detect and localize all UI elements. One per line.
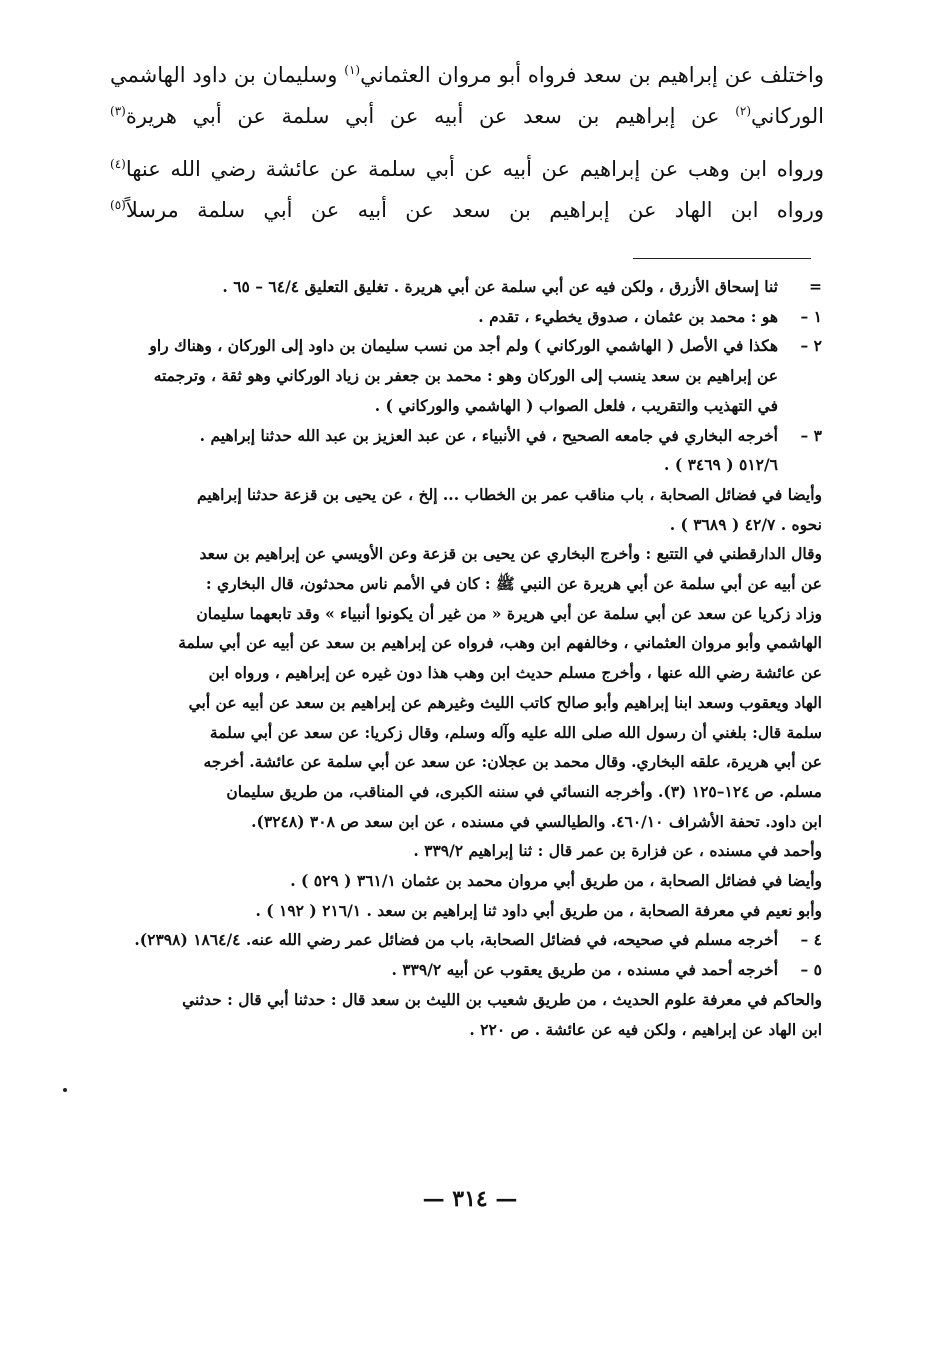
footnote-1 [118, 302, 822, 332]
footnote-continued [118, 272, 822, 302]
footnote-5-continuation [118, 985, 822, 1044]
stray-mark [63, 1088, 67, 1092]
footnote-number: ٣ – [800, 425, 822, 445]
footnote-line: ثنا إسحاق الأزرق ، ولكن فيه عن أبي سلمة عن أبي هريرة . تغليق التعليق ٦٤/٤ – ٦٥ . [222, 277, 778, 296]
text-run: وسليمان بن داود الهاشمي الوركاني [110, 63, 824, 128]
footnote-line: الهاد ويعقوب وسعد ابنا إبراهيم وأبو صالح كاتب الليث وغيرهم عن إبراهيم بن سعد عن أبيه عن أبي [188, 692, 822, 712]
footnote-ref-2[interactable]: (٢) [735, 104, 752, 118]
footnote-line: أخرجه البخاري في جامعه الصحيح ، في الأنبياء ، عن عبد العزيز بن عبد الله حدثنا إبراهيم . [199, 425, 778, 445]
footnotes [118, 272, 822, 1044]
footnote-line: نحوه . ٤٢/٧ ( ٣٦٨٩ ) . [669, 514, 822, 534]
footnote-line: عن عائشة رضي الله عنها ، وأخرج مسلم حديث ابن وهب هذا دون غيره عن إبراهيم ، ورواه ابن [208, 663, 822, 683]
footnote-ref-3[interactable]: (٣) [110, 104, 126, 118]
text-run: ورواه ابن وهب عن إبراهيم عن أبيه عن أبي سلمة عن عائشة رضي الله عنها [125, 157, 824, 181]
footnote-line: عن إبراهيم بن سعد ينسب إلى الوركان وهو : محمد بن جعفر بن زياد الوركاني وهو ثقة ، وترجمته [153, 366, 778, 386]
footnote-line: الهاشمي وأبو مروان العثماني ، وخالفهم ابن وهب، فرواه عن إبراهيم بن سعد عن أبيه عن أبي سلمة [178, 633, 822, 653]
main-paragraph-1 [110, 52, 824, 134]
footnote-line: ابن الهاد عن إبراهيم ، ولكن فيه عن عائشة . ص ٢٢٠ . [469, 1019, 822, 1039]
footnote-line: والحاكم في معرفة علوم الحديث ، من طريق شعيب بن الليث بن سعد قال : حدثنا أبي قال : حدثني [182, 989, 822, 1009]
footnote-line: عن أبي هريرة، علقه البخاري. وقال محمد بن عجلان: عن سعد عن أبي سلمة عن عائشة. أخرجه [203, 752, 822, 772]
footnote-number: ٤ – [800, 930, 822, 950]
footnote-number: ١ – [800, 306, 822, 326]
footnote-line: أخرجه أحمد في مسنده ، من طريق يعقوب عن أبيه ٣٣٩/٢ . [391, 960, 778, 980]
footnote-4 [118, 925, 822, 955]
text-run: واختلف عن إبراهيم بن سعد فرواه أبو مروان العثماني [360, 63, 824, 87]
footnote-5 [118, 955, 822, 985]
footnote-line: مسلم. ص ١٢٤–١٢٥ (٣). وأخرجه النسائي في سننه الكبرى، في المناقب، من طريق سليمان [226, 781, 822, 801]
footnote-number: = [809, 277, 822, 296]
main-paragraph-2 [110, 146, 824, 228]
footnote-line: ٥١٢/٦ ( ٣٤٦٩ ) . [664, 455, 778, 475]
footnote-ref-4[interactable]: (٤) [110, 157, 126, 171]
footnote-3-continuation [118, 480, 822, 926]
footnote-ref-1[interactable]: (١) [344, 63, 361, 77]
footnote-line: هو : محمد بن عثمان ، صدوق يخطيء ، تقدم . [478, 306, 778, 326]
footnote-ref-5[interactable]: (٥) [110, 198, 126, 212]
footnote-line: سلمة قال: بلغني أن رسول الله صلى الله عليه وآله وسلم، وقال زكريا: عن سعد عن أبي سلمة [209, 722, 822, 742]
footnote-line: وقال الدارقطني في التتبع : وأخرج البخاري عن يحيى بن قزعة وعن الأويسي عن إبراهيم بن سعد [199, 544, 822, 564]
footnote-line: وأيضا في فضائل الصحابة ، من طريق أبي مروان محمد بن عثمان ٣٦١/١ ( ٥٢٩ ) . [290, 871, 822, 891]
footnote-line: وأيضا في فضائل الصحابة ، باب مناقب عمر بن الخطاب ... إلخ ، عن يحيى بن قزعة حدثنا إبراهيم [197, 484, 822, 504]
footnote-number: ٥ – [800, 960, 822, 980]
footnote-line: وأحمد في مسنده ، عن فزارة بن عمر قال : ثنا إبراهيم ٣٣٩/٢ . [413, 841, 822, 861]
text-run: عن إبراهيم بن سعد عن أبيه عن أبي سلمة عن أبي هريرة [125, 104, 736, 128]
footnote-line: وأبو نعيم في معرفة الصحابة ، من طريق أبي داود ثنا إبراهيم بن سعد . ٢١٦/١ ( ١٩٢ ) . [255, 900, 822, 920]
footnote-line: في التهذيب والتقريب ، فلعل الصواب ( الهاشمي والوركاني ) . [374, 395, 778, 415]
footnote-line: وزاد زكريا عن سعد عن أبي سلمة عن أبي هريرة « من غير أن يكونوا أنبياء » وقد تابعهما سليمان [196, 603, 822, 623]
text-run: ورواه ابن الهاد عن إبراهيم بن سعد عن أبيه عن أبي سلمة مرسلاً [125, 198, 824, 222]
footnote-3 [118, 421, 822, 480]
main-text [110, 52, 824, 240]
footnote-line: أخرجه مسلم في صحيحه، في فضائل الصحابة، باب من فضائل عمر رضي الله عنه. ١٨٦٤/٤ (٢٣٩٨). [134, 930, 778, 950]
footnote-line: ابن داود. تحفة الأشراف ٤٦٠/١٠. والطيالسي في مسنده ، عن ابن سعد ص ٣٠٨ (٣٢٤٨). [251, 811, 822, 831]
footnote-separator [633, 258, 811, 259]
footnote-number: ٢ – [800, 336, 822, 356]
footnote-line: هكذا في الأصل ( الهاشمي الوركاني ) ولم أجد من نسب سليمان بن داود إلى الوركان ، وهناك راو [149, 336, 778, 356]
footnote-line: عن أبيه عن أبي سلمة عن أبي هريرة عن النبي ﷺ : كان في الأمم ناس محدثون، قال البخاري : [205, 574, 822, 594]
footnote-2 [118, 331, 822, 420]
page-number: — ٣١٤ — [422, 1186, 518, 1212]
